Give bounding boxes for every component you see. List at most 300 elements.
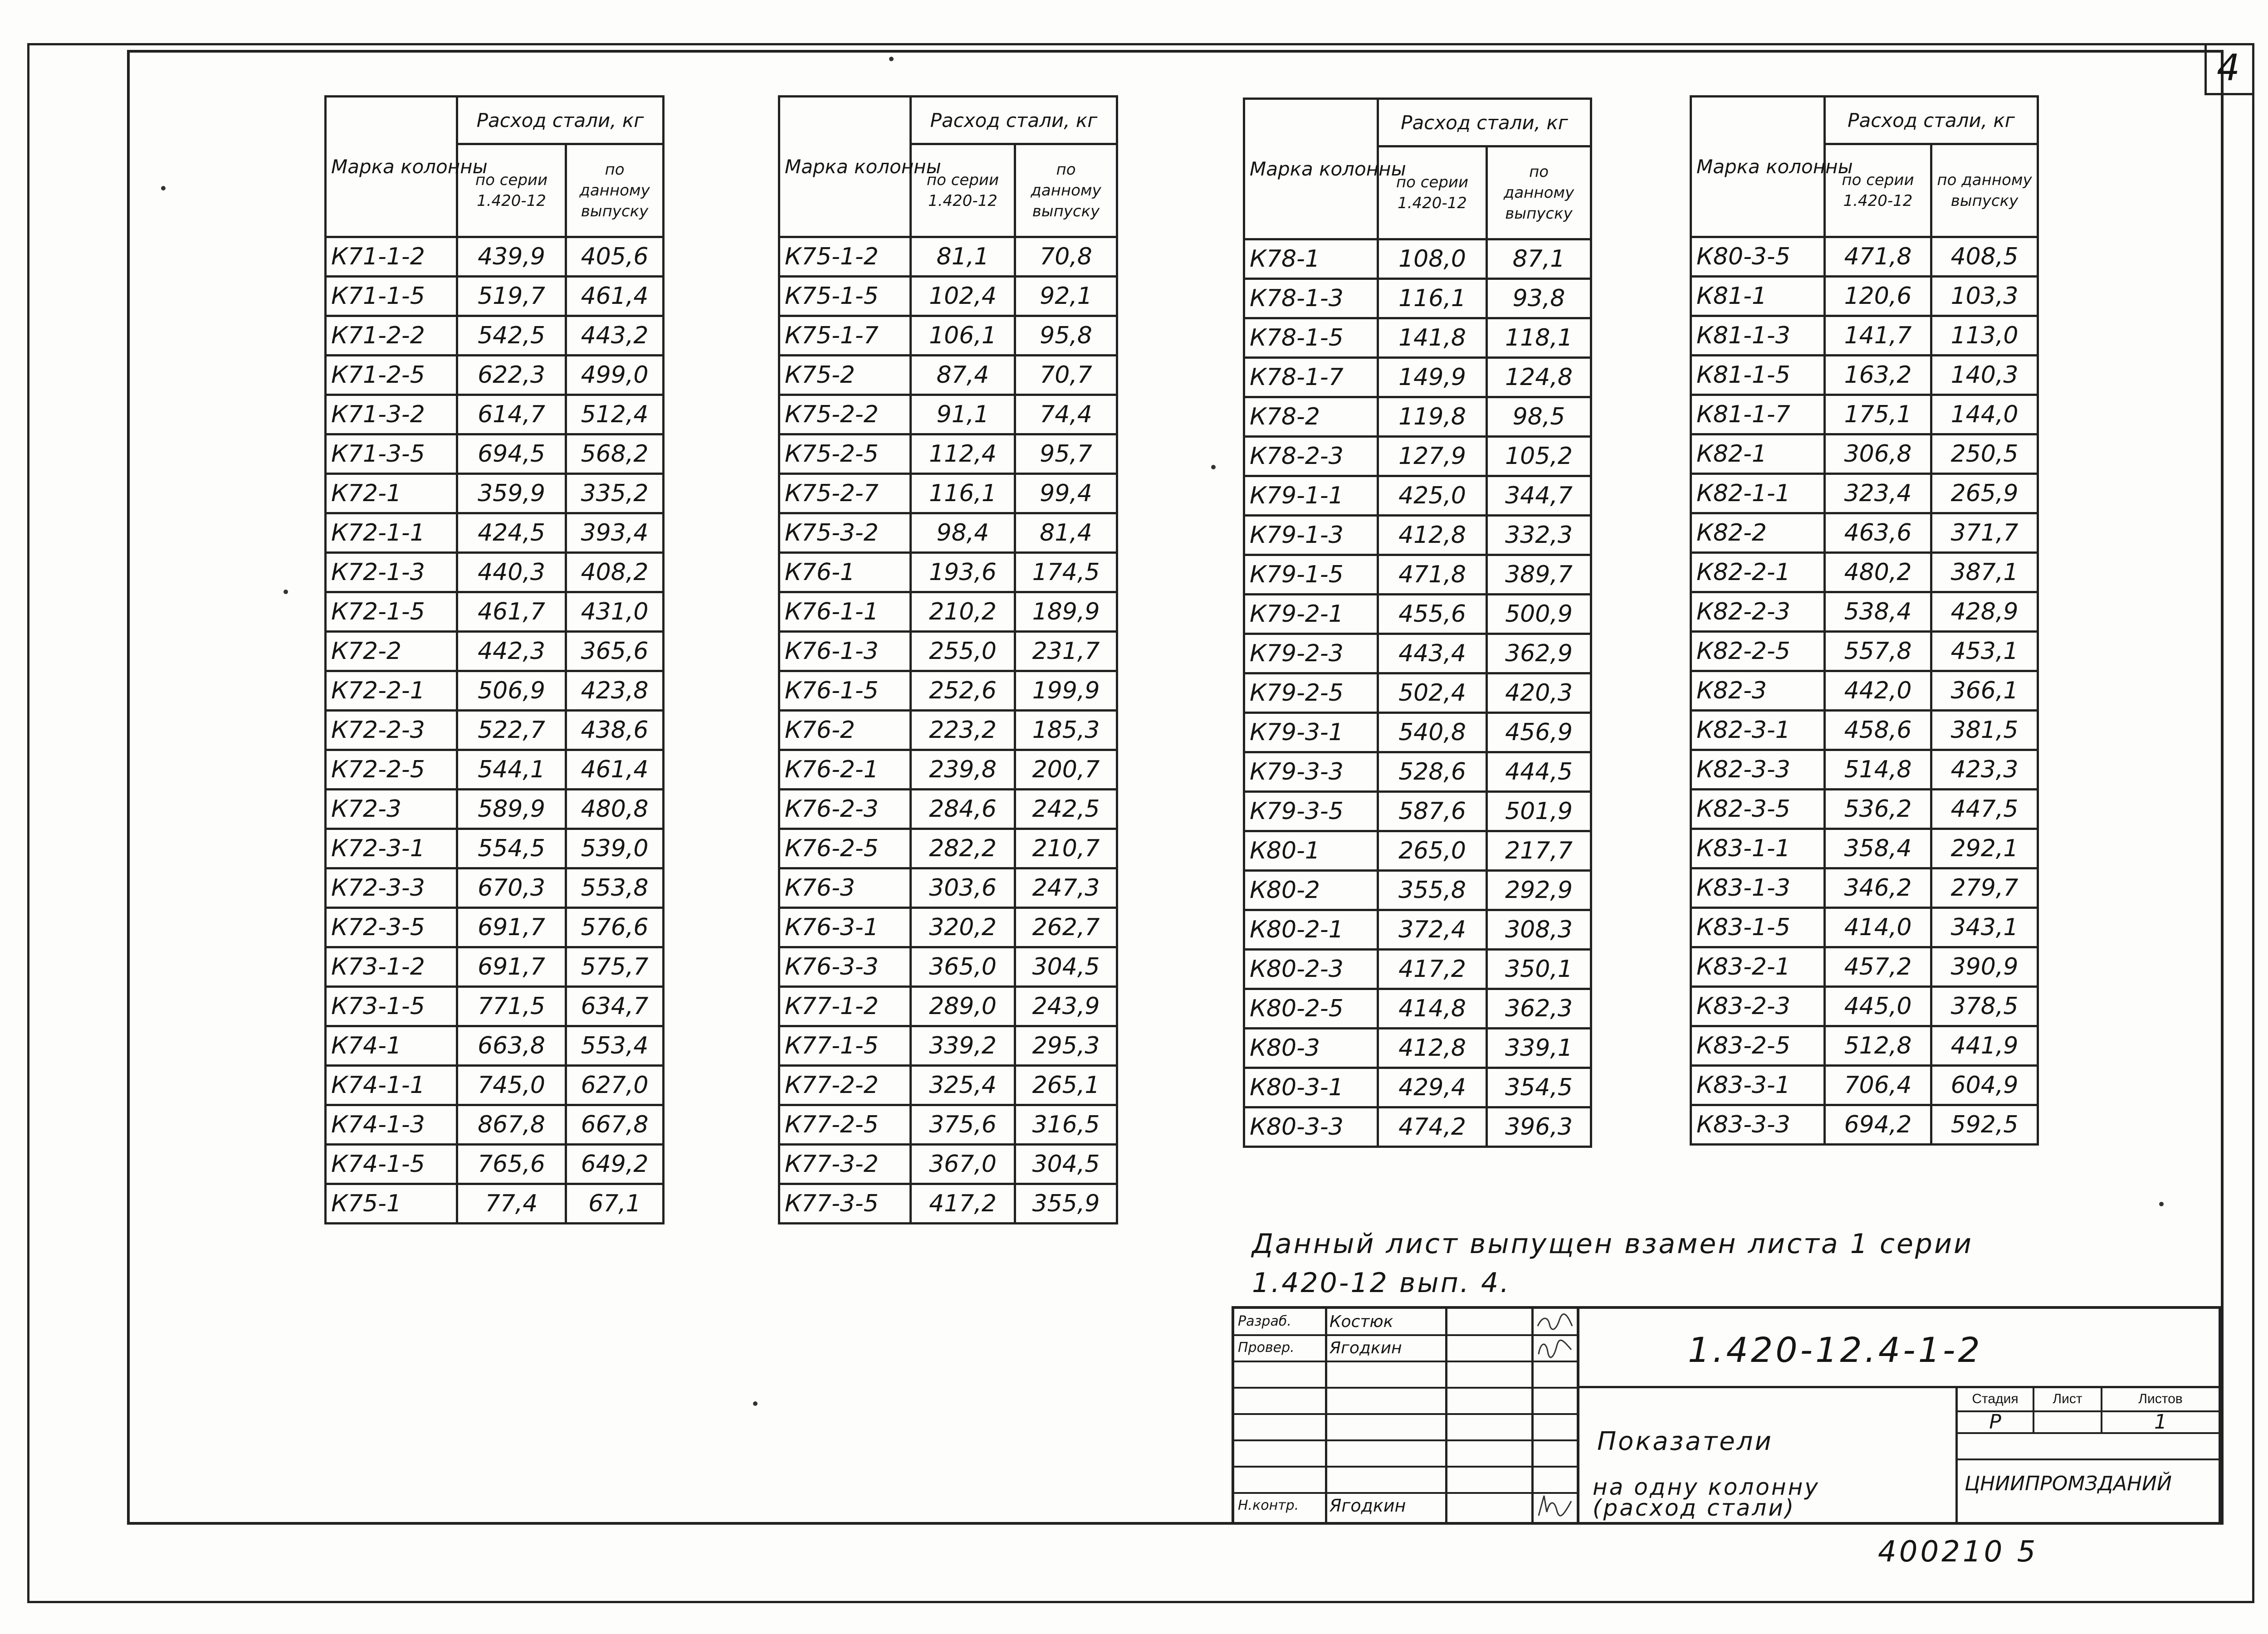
steel-by-series: 506,9 xyxy=(457,671,566,711)
column-mark: К77-1-2 xyxy=(779,987,911,1026)
steel-by-series: 120,6 xyxy=(1825,277,1931,316)
table-row xyxy=(326,868,664,908)
page-number: 4 xyxy=(2217,47,2240,89)
table-row xyxy=(779,1066,1117,1105)
table-row xyxy=(1244,595,1591,634)
signature-norm-control xyxy=(1536,1492,1574,1523)
steel-by-series: 614,7 xyxy=(457,395,566,434)
column-mark: К76-2 xyxy=(779,711,911,750)
steel-by-series: 223,2 xyxy=(911,711,1015,750)
column-mark: К83-2-1 xyxy=(1691,947,1825,987)
column-mark: К79-1-1 xyxy=(1244,476,1378,516)
steel-by-issue: 453,1 xyxy=(1931,632,2038,671)
steel-by-issue: 553,4 xyxy=(566,1026,664,1066)
column-mark: К72-1 xyxy=(326,474,457,513)
steel-by-series: 463,6 xyxy=(1825,513,1931,553)
column-mark: К77-2-5 xyxy=(779,1105,911,1145)
steel-by-issue: 243,9 xyxy=(1015,987,1117,1026)
steel-by-issue: 456,9 xyxy=(1487,713,1591,752)
steel-by-issue: 67,1 xyxy=(566,1184,664,1224)
table-row xyxy=(1691,1066,2038,1105)
steel-by-series: 365,0 xyxy=(911,947,1015,987)
table-row xyxy=(326,553,664,592)
steel-by-series: 512,8 xyxy=(1825,1026,1931,1066)
column-mark: К79-3-3 xyxy=(1244,752,1378,792)
table-row xyxy=(1691,632,2038,671)
table-row xyxy=(1244,476,1591,516)
table-row xyxy=(1691,829,2038,868)
column-mark: К74-1-1 xyxy=(326,1066,457,1105)
table-row xyxy=(1691,1105,2038,1145)
steel-by-issue: 365,6 xyxy=(566,632,664,671)
table-row xyxy=(1691,947,2038,987)
table-row xyxy=(779,1145,1117,1184)
steel-by-series: 91,1 xyxy=(911,395,1015,434)
table-row xyxy=(326,316,664,356)
table-row xyxy=(779,474,1117,513)
steel-by-series: 694,5 xyxy=(457,434,566,474)
table-row xyxy=(779,632,1117,671)
column-mark: К76-2-1 xyxy=(779,750,911,790)
role-checker: Провер. xyxy=(1238,1340,1295,1356)
steel-by-series: 252,6 xyxy=(911,671,1015,711)
column-mark: К71-3-2 xyxy=(326,395,457,434)
column-mark: К72-1-5 xyxy=(326,592,457,632)
table-row xyxy=(1691,868,2038,908)
column-mark: К79-1-5 xyxy=(1244,555,1378,595)
table-row xyxy=(326,632,664,671)
steel-by-series: 540,8 xyxy=(1378,713,1487,752)
column-mark: К75-1-5 xyxy=(779,277,911,316)
steel-by-issue: 144,0 xyxy=(1931,395,2038,434)
steel-by-series: 519,7 xyxy=(457,277,566,316)
steel-by-issue: 443,2 xyxy=(566,316,664,356)
column-mark: К83-3-1 xyxy=(1691,1066,1825,1105)
table-row xyxy=(1244,239,1591,279)
sheet-label: Лист xyxy=(2053,1391,2082,1406)
steel-by-issue: 99,4 xyxy=(1015,474,1117,513)
column-mark: К76-2-5 xyxy=(779,829,911,868)
table-row xyxy=(326,987,664,1026)
steel-table-4 xyxy=(1690,95,2039,1146)
table-row xyxy=(326,277,664,316)
steel-table-1 xyxy=(324,95,665,1224)
steel-by-issue: 500,9 xyxy=(1487,595,1591,634)
steel-by-series: 116,1 xyxy=(911,474,1015,513)
steel-by-issue: 431,0 xyxy=(566,592,664,632)
steel-by-issue: 539,0 xyxy=(566,829,664,868)
table-row xyxy=(779,434,1117,474)
note-line-2: 1.420-12 вып. 4. xyxy=(1252,1267,1511,1299)
column-mark: К72-2-5 xyxy=(326,750,457,790)
steel-by-issue: 70,7 xyxy=(1015,356,1117,395)
steel-by-series: 372,4 xyxy=(1378,910,1487,950)
column-mark: К75-1-2 xyxy=(779,237,911,277)
steel-by-issue: 174,5 xyxy=(1015,553,1117,592)
signature-developer xyxy=(1536,1312,1574,1338)
steel-by-series: 771,5 xyxy=(457,987,566,1026)
column-mark: К80-3-3 xyxy=(1244,1107,1378,1147)
steel-by-series: 210,2 xyxy=(911,592,1015,632)
column-mark: К82-3-1 xyxy=(1691,711,1825,750)
name-developer: Костюк xyxy=(1330,1312,1393,1331)
steel-by-series: 536,2 xyxy=(1825,790,1931,829)
steel-by-issue: 512,4 xyxy=(566,395,664,434)
steel-by-issue: 70,8 xyxy=(1015,237,1117,277)
steel-by-series: 358,4 xyxy=(1825,829,1931,868)
table-row xyxy=(326,947,664,987)
table-row xyxy=(326,790,664,829)
column-mark: К74-1-3 xyxy=(326,1105,457,1145)
sheet-subtitle-2: (расход стали) xyxy=(1593,1495,1796,1521)
header-by-issue: по данному выпуску xyxy=(566,144,664,237)
table-row xyxy=(1244,950,1591,989)
steel-by-series: 127,9 xyxy=(1378,437,1487,476)
steel-by-issue: 381,5 xyxy=(1931,711,2038,750)
steel-by-series: 163,2 xyxy=(1825,356,1931,395)
steel-by-series: 367,0 xyxy=(911,1145,1015,1184)
steel-by-series: 439,9 xyxy=(457,237,566,277)
table-row xyxy=(1244,792,1591,831)
header-steel: Расход стали, кг xyxy=(911,97,1117,144)
column-mark: К82-2-1 xyxy=(1691,553,1825,592)
steel-by-issue: 441,9 xyxy=(1931,1026,2038,1066)
column-mark: К75-2-2 xyxy=(779,395,911,434)
table-row xyxy=(1691,474,2038,513)
steel-by-issue: 627,0 xyxy=(566,1066,664,1105)
column-mark: К74-1 xyxy=(326,1026,457,1066)
table-row xyxy=(779,711,1117,750)
table-row xyxy=(1691,711,2038,750)
steel-by-series: 663,8 xyxy=(457,1026,566,1066)
organization: ЦНИИПРОМЗДАНИЙ xyxy=(1965,1472,2172,1495)
signature-checker xyxy=(1536,1338,1574,1363)
table-row xyxy=(779,947,1117,987)
column-mark: К75-1 xyxy=(326,1184,457,1224)
column-mark: К80-3-1 xyxy=(1244,1068,1378,1107)
column-mark: К76-3 xyxy=(779,868,911,908)
table-row xyxy=(1691,553,2038,592)
steel-by-series: 691,7 xyxy=(457,908,566,947)
steel-by-issue: 354,5 xyxy=(1487,1068,1591,1107)
table-row xyxy=(326,474,664,513)
steel-by-issue: 480,8 xyxy=(566,790,664,829)
header-by-series: по серии 1.420-12 xyxy=(457,144,566,237)
steel-by-series: 622,3 xyxy=(457,356,566,395)
stage-value: Р xyxy=(1989,1410,2001,1434)
table-row xyxy=(1691,356,2038,395)
column-mark: К72-2-3 xyxy=(326,711,457,750)
column-mark: К75-1-7 xyxy=(779,316,911,356)
steel-by-series: 81,1 xyxy=(911,237,1015,277)
steel-by-issue: 444,5 xyxy=(1487,752,1591,792)
role-norm-control: Н.контр. xyxy=(1238,1497,1299,1513)
column-mark: К83-1-3 xyxy=(1691,868,1825,908)
steel-by-issue: 335,2 xyxy=(566,474,664,513)
steel-by-series: 116,1 xyxy=(1378,279,1487,318)
steel-by-series: 141,7 xyxy=(1825,316,1931,356)
table-row xyxy=(1691,513,2038,553)
steel-by-issue: 378,5 xyxy=(1931,987,2038,1026)
steel-by-issue: 343,1 xyxy=(1931,908,2038,947)
column-mark: К76-1-3 xyxy=(779,632,911,671)
steel-by-series: 102,4 xyxy=(911,277,1015,316)
steel-by-series: 412,8 xyxy=(1378,516,1487,555)
steel-by-series: 77,4 xyxy=(457,1184,566,1224)
column-mark: К78-1 xyxy=(1244,239,1378,279)
steel-by-series: 346,2 xyxy=(1825,868,1931,908)
steel-by-issue: 501,9 xyxy=(1487,792,1591,831)
steel-by-issue: 95,7 xyxy=(1015,434,1117,474)
steel-by-series: 474,2 xyxy=(1378,1107,1487,1147)
steel-by-series: 417,2 xyxy=(911,1184,1015,1224)
column-mark: К73-1-5 xyxy=(326,987,457,1026)
steel-by-series: 320,2 xyxy=(911,908,1015,947)
steel-by-series: 108,0 xyxy=(1378,239,1487,279)
steel-by-issue: 447,5 xyxy=(1931,790,2038,829)
table-row xyxy=(1691,434,2038,474)
column-mark: К83-1-1 xyxy=(1691,829,1825,868)
table-row xyxy=(326,1105,664,1145)
column-mark: К82-3-5 xyxy=(1691,790,1825,829)
steel-by-issue: 105,2 xyxy=(1487,437,1591,476)
column-mark: К71-3-5 xyxy=(326,434,457,474)
table-row xyxy=(1244,634,1591,673)
steel-by-issue: 604,9 xyxy=(1931,1066,2038,1105)
column-mark: К78-1-5 xyxy=(1244,318,1378,358)
header-by-series: по серии 1.420-12 xyxy=(1825,144,1931,237)
column-mark: К76-1-5 xyxy=(779,671,911,711)
table-row xyxy=(326,356,664,395)
column-mark: К83-3-3 xyxy=(1691,1105,1825,1145)
table-row xyxy=(1244,358,1591,397)
column-mark: К77-2-2 xyxy=(779,1066,911,1105)
steel-by-issue: 405,6 xyxy=(566,237,664,277)
steel-by-issue: 408,2 xyxy=(566,553,664,592)
steel-by-issue: 98,5 xyxy=(1487,397,1591,437)
table-row xyxy=(779,356,1117,395)
table-row xyxy=(1691,316,2038,356)
title-block xyxy=(1232,1306,2221,1525)
column-mark: К72-2-1 xyxy=(326,671,457,711)
steel-by-series: 542,5 xyxy=(457,316,566,356)
steel-by-issue: 316,5 xyxy=(1015,1105,1117,1145)
column-mark: К75-2 xyxy=(779,356,911,395)
table-row xyxy=(326,1184,664,1224)
steel-by-issue: 265,1 xyxy=(1015,1066,1117,1105)
steel-by-series: 691,7 xyxy=(457,947,566,987)
steel-by-issue: 371,7 xyxy=(1931,513,2038,553)
steel-by-issue: 295,3 xyxy=(1015,1026,1117,1066)
steel-by-issue: 592,5 xyxy=(1931,1105,2038,1145)
table-row xyxy=(779,1026,1117,1066)
steel-by-series: 284,6 xyxy=(911,790,1015,829)
steel-by-series: 141,8 xyxy=(1378,318,1487,358)
table-row xyxy=(1244,437,1591,476)
column-mark: К80-2 xyxy=(1244,871,1378,910)
column-mark: К82-2 xyxy=(1691,513,1825,553)
steel-by-series: 471,8 xyxy=(1825,237,1931,277)
stage-label: Стадия xyxy=(1972,1391,2019,1406)
steel-by-issue: 124,8 xyxy=(1487,358,1591,397)
steel-by-issue: 189,9 xyxy=(1015,592,1117,632)
header-steel: Расход стали, кг xyxy=(1825,97,2038,144)
steel-by-series: 325,4 xyxy=(911,1066,1015,1105)
table-row xyxy=(1691,1026,2038,1066)
table-row xyxy=(326,395,664,434)
name-checker: Ягодкин xyxy=(1330,1339,1402,1357)
scan-speck xyxy=(1211,465,1216,469)
replacement-note xyxy=(1252,1224,2159,1302)
header-by-series: по серии 1.420-12 xyxy=(911,144,1015,237)
column-mark: К77-1-5 xyxy=(779,1026,911,1066)
steel-by-series: 538,4 xyxy=(1825,592,1931,632)
steel-by-issue: 362,3 xyxy=(1487,989,1591,1029)
steel-by-issue: 423,8 xyxy=(566,671,664,711)
scan-speck xyxy=(2159,1202,2164,1206)
scan-speck xyxy=(161,186,166,190)
column-mark: К78-1-3 xyxy=(1244,279,1378,318)
column-mark: К83-1-5 xyxy=(1691,908,1825,947)
steel-by-series: 471,8 xyxy=(1378,555,1487,595)
table-row xyxy=(326,1026,664,1066)
column-mark: К80-3-5 xyxy=(1691,237,1825,277)
steel-by-issue: 92,1 xyxy=(1015,277,1117,316)
steel-by-series: 375,6 xyxy=(911,1105,1015,1145)
table-row xyxy=(779,868,1117,908)
column-mark: К79-2-1 xyxy=(1244,595,1378,634)
steel-by-issue: 95,8 xyxy=(1015,316,1117,356)
note-line-1: Данный лист выпущен взамен листа 1 серии xyxy=(1252,1228,1973,1260)
header-by-issue: по данному выпуску xyxy=(1487,146,1591,239)
column-mark: К76-1-1 xyxy=(779,592,911,632)
table-row xyxy=(1691,277,2038,316)
steel-by-series: 414,0 xyxy=(1825,908,1931,947)
table-row xyxy=(1691,671,2038,711)
steel-by-issue: 250,5 xyxy=(1931,434,2038,474)
steel-by-series: 424,5 xyxy=(457,513,566,553)
steel-by-series: 414,8 xyxy=(1378,989,1487,1029)
column-mark: К80-1 xyxy=(1244,831,1378,871)
column-mark: К79-2-5 xyxy=(1244,673,1378,713)
column-mark: К80-3 xyxy=(1244,1029,1378,1068)
steel-by-series: 359,9 xyxy=(457,474,566,513)
steel-by-issue: 262,7 xyxy=(1015,908,1117,947)
steel-by-issue: 350,1 xyxy=(1487,950,1591,989)
column-mark: К81-1-3 xyxy=(1691,316,1825,356)
steel-by-issue: 362,9 xyxy=(1487,634,1591,673)
column-mark: К76-3-3 xyxy=(779,947,911,987)
table-row xyxy=(326,434,664,474)
steel-table-2 xyxy=(778,95,1118,1224)
column-mark: К81-1-7 xyxy=(1691,395,1825,434)
steel-by-issue: 217,7 xyxy=(1487,831,1591,871)
steel-by-series: 458,6 xyxy=(1825,711,1931,750)
steel-by-issue: 461,4 xyxy=(566,750,664,790)
table-row xyxy=(326,908,664,947)
table-row xyxy=(1244,555,1591,595)
table-row xyxy=(779,1184,1117,1224)
column-mark: К82-3-3 xyxy=(1691,750,1825,790)
table-row xyxy=(1244,871,1591,910)
steel-by-issue: 231,7 xyxy=(1015,632,1117,671)
table-row xyxy=(1691,987,2038,1026)
steel-by-issue: 649,2 xyxy=(566,1145,664,1184)
column-mark: К79-3-1 xyxy=(1244,713,1378,752)
steel-by-series: 442,3 xyxy=(457,632,566,671)
column-mark: К72-1-3 xyxy=(326,553,457,592)
header-steel: Расход стали, кг xyxy=(457,97,664,144)
steel-by-issue: 210,7 xyxy=(1015,829,1117,868)
table-row xyxy=(1691,592,2038,632)
column-mark: К82-1-1 xyxy=(1691,474,1825,513)
column-mark: К72-3-3 xyxy=(326,868,457,908)
steel-by-series: 193,6 xyxy=(911,553,1015,592)
steel-by-issue: 461,4 xyxy=(566,277,664,316)
header-steel: Расход стали, кг xyxy=(1378,99,1591,146)
steel-by-series: 706,4 xyxy=(1825,1066,1931,1105)
table-row xyxy=(1691,750,2038,790)
header-mark: Марка колонны xyxy=(1244,99,1378,239)
steel-by-issue: 667,8 xyxy=(566,1105,664,1145)
steel-by-series: 339,2 xyxy=(911,1026,1015,1066)
table-row xyxy=(326,671,664,711)
table-row xyxy=(779,1105,1117,1145)
table-row xyxy=(1244,397,1591,437)
steel-by-issue: 242,5 xyxy=(1015,790,1117,829)
column-mark: К81-1 xyxy=(1691,277,1825,316)
steel-by-issue: 428,9 xyxy=(1931,592,2038,632)
steel-by-series: 106,1 xyxy=(911,316,1015,356)
table-row xyxy=(1244,910,1591,950)
header-mark: Марка колонны xyxy=(326,97,457,237)
column-mark: К82-2-5 xyxy=(1691,632,1825,671)
table-row xyxy=(1691,237,2038,277)
steel-by-issue: 118,1 xyxy=(1487,318,1591,358)
table-row xyxy=(1244,1029,1591,1068)
steel-by-series: 239,8 xyxy=(911,750,1015,790)
column-mark: К83-2-3 xyxy=(1691,987,1825,1026)
steel-by-issue: 387,1 xyxy=(1931,553,2038,592)
column-mark: К71-1-5 xyxy=(326,277,457,316)
table-row xyxy=(1244,831,1591,871)
steel-by-issue: 87,1 xyxy=(1487,239,1591,279)
table-row xyxy=(779,553,1117,592)
table-row xyxy=(779,671,1117,711)
steel-by-issue: 568,2 xyxy=(566,434,664,474)
steel-by-series: 522,7 xyxy=(457,711,566,750)
column-mark: К74-1-5 xyxy=(326,1145,457,1184)
steel-by-issue: 575,7 xyxy=(566,947,664,987)
role-developer: Разраб. xyxy=(1238,1313,1291,1329)
inventory-number: 400210 5 xyxy=(1878,1535,2038,1569)
header-mark: Марка колонны xyxy=(779,97,911,237)
steel-by-series: 87,4 xyxy=(911,356,1015,395)
table-row xyxy=(326,592,664,632)
table-row xyxy=(326,1145,664,1184)
table-row xyxy=(326,1066,664,1105)
steel-by-series: 323,4 xyxy=(1825,474,1931,513)
table-row xyxy=(1244,989,1591,1029)
steel-by-issue: 103,3 xyxy=(1931,277,2038,316)
table-row xyxy=(326,237,664,277)
steel-by-series: 557,8 xyxy=(1825,632,1931,671)
table-row xyxy=(779,237,1117,277)
steel-by-series: 514,8 xyxy=(1825,750,1931,790)
steel-by-issue: 420,3 xyxy=(1487,673,1591,713)
scan-speck xyxy=(753,1401,758,1406)
column-mark: К75-2-5 xyxy=(779,434,911,474)
